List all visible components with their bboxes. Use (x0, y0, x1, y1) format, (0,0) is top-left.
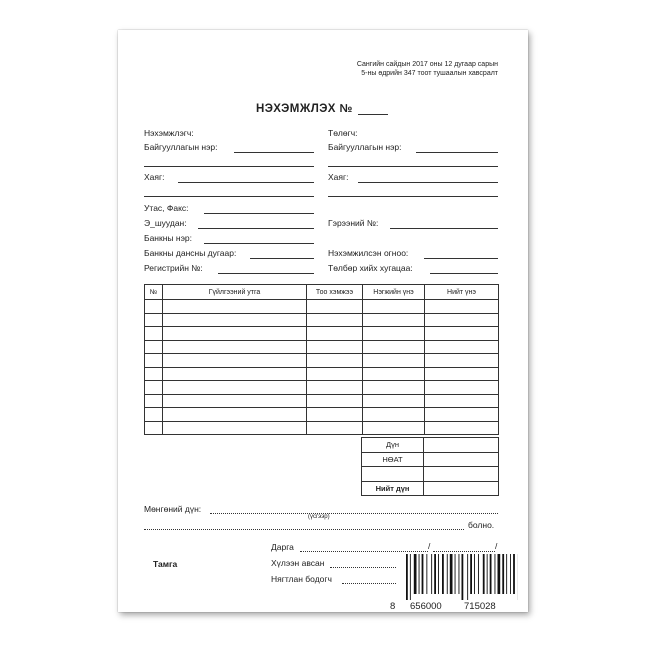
barcode-bar (470, 554, 472, 594)
row-description-cell[interactable] (163, 421, 307, 435)
table-row (145, 313, 499, 327)
email-field[interactable] (198, 228, 314, 229)
bank-name-field[interactable] (204, 243, 314, 244)
table-row (145, 340, 499, 354)
left-org-name-field[interactable] (234, 152, 314, 153)
received-by-label: Хүлээн авсан (271, 558, 325, 568)
row-quantity-cell[interactable] (307, 354, 363, 368)
row-number-cell[interactable] (145, 300, 163, 314)
row-quantity-cell[interactable] (307, 381, 363, 395)
barcode-bar (455, 554, 456, 594)
right-org-name-field-2[interactable] (328, 166, 498, 167)
director-label: Дарга (271, 542, 294, 552)
row-description-cell[interactable] (163, 408, 307, 422)
invoice-title: НЭХЭМЖЛЭХ № (256, 103, 353, 115)
barcode-bar (419, 554, 420, 594)
row-total-cell[interactable] (425, 327, 499, 341)
row-description-cell[interactable] (163, 394, 307, 408)
barcode-bar (431, 554, 432, 594)
barcode-bar (478, 554, 479, 594)
totals-row-sum (362, 438, 499, 453)
email-label: Э_шуудан: (144, 218, 187, 228)
director-slash: / (428, 541, 431, 551)
row-description-cell[interactable] (163, 381, 307, 395)
row-total-cell[interactable] (425, 408, 499, 422)
amount-label: Мөнгөний дүн: (144, 504, 202, 514)
phone-fax-field[interactable] (204, 213, 314, 214)
barcode-bar (426, 554, 427, 594)
row-quantity-cell[interactable] (307, 327, 363, 341)
table-row (145, 367, 499, 381)
table-row (145, 354, 499, 368)
col-quantity-header: Тоо хэмжээ (307, 285, 363, 300)
barcode-bar (495, 554, 496, 594)
table-row (145, 421, 499, 435)
row-total-cell[interactable] (425, 313, 499, 327)
left-address-field-2[interactable] (144, 196, 314, 197)
row-number-cell[interactable] (145, 421, 163, 435)
left-org-name-label: Байгууллагын нэр: (144, 142, 218, 152)
totals-row-blank (362, 467, 499, 482)
row-description-cell[interactable] (163, 354, 307, 368)
barcode-lead-digit: 8 (390, 601, 396, 612)
table-row (145, 394, 499, 408)
totals-row-vat (362, 452, 499, 467)
sum-value-cell[interactable] (424, 438, 499, 453)
row-unit-price-cell[interactable] (363, 381, 425, 395)
row-total-cell[interactable] (425, 367, 499, 381)
vat-label: НӨАТ (362, 452, 424, 467)
barcode-bar (487, 554, 488, 594)
row-quantity-cell[interactable] (307, 313, 363, 327)
row-total-cell[interactable] (425, 381, 499, 395)
payer-label: Төлөгч: (328, 128, 358, 138)
stamp-label: Тамга (153, 559, 178, 569)
payment-due-field[interactable] (430, 273, 498, 274)
row-number-cell[interactable] (145, 354, 163, 368)
barcode-bar (513, 554, 515, 594)
decree-note-line2: 5-ны өдрийн 347 тоот тушаалын хавсралт (361, 70, 498, 77)
right-address-field[interactable] (358, 182, 498, 183)
bank-account-label: Банкны дансны дугаар: (144, 248, 237, 258)
row-unit-price-cell[interactable] (363, 394, 425, 408)
totals-row-grand (362, 481, 499, 496)
invoice-date-field[interactable] (424, 258, 498, 259)
barcode-bar (422, 554, 424, 594)
amount-words-field-2[interactable] (144, 529, 464, 530)
right-address-field-2[interactable] (328, 196, 498, 197)
row-unit-price-cell[interactable] (363, 300, 425, 314)
accountant-label: Нягтлан бодогч (271, 574, 332, 584)
row-unit-price-cell[interactable] (363, 421, 425, 435)
right-org-name-label: Байгууллагын нэр: (328, 142, 402, 152)
row-number-cell[interactable] (145, 327, 163, 341)
left-org-name-field-2[interactable] (144, 166, 314, 167)
row-unit-price-cell[interactable] (363, 313, 425, 327)
col-unit-price-header: Нэгжийн үнэ (363, 285, 425, 300)
table-row (145, 408, 499, 422)
col-total-header: Нийт үнэ (425, 285, 499, 300)
row-unit-price-cell[interactable] (363, 367, 425, 381)
sum-label: Дүн (362, 438, 424, 453)
payment-due-label: Төлбөр хийх хугацаа: (328, 263, 413, 273)
bank-account-field[interactable] (250, 258, 314, 259)
table-row (145, 327, 499, 341)
row-total-cell[interactable] (425, 354, 499, 368)
row-unit-price-cell[interactable] (363, 354, 425, 368)
blank-value-cell[interactable] (424, 467, 499, 482)
row-number-cell[interactable] (145, 367, 163, 381)
barcode-group1: 656000 (410, 601, 442, 612)
invoice-number-line[interactable] (358, 114, 388, 115)
barcode-bar (414, 554, 417, 594)
accountant-field[interactable] (342, 583, 396, 584)
row-number-cell[interactable] (145, 381, 163, 395)
col-number-header: № (145, 285, 163, 300)
received-by-field[interactable] (330, 567, 396, 568)
barcode-bar (474, 554, 475, 594)
table-row (145, 381, 499, 395)
amount-hint: (үсгээр) (308, 514, 330, 520)
barcode-bar (410, 554, 411, 600)
right-address-label: Хаяг: (328, 172, 349, 182)
row-unit-price-cell[interactable] (363, 327, 425, 341)
row-quantity-cell[interactable] (307, 421, 363, 435)
row-description-cell[interactable] (163, 340, 307, 354)
left-address-label: Хаяг: (144, 172, 165, 182)
barcode-bar (434, 554, 436, 594)
row-number-cell[interactable] (145, 408, 163, 422)
grand-total-label: Нийт дүн (362, 481, 424, 496)
barcode-bar (510, 554, 511, 594)
barcode-bar (506, 554, 507, 594)
decree-note (348, 60, 498, 78)
barcode-bar (447, 554, 448, 594)
row-quantity-cell[interactable] (307, 394, 363, 408)
row-total-cell[interactable] (425, 394, 499, 408)
items-table (144, 284, 499, 435)
barcode-bar (459, 554, 460, 594)
barcode-bar (438, 554, 439, 594)
phone-fax-label: Утас, Факс: (144, 203, 189, 213)
left-address-field[interactable] (178, 182, 314, 183)
blank-label-cell (362, 467, 424, 482)
row-total-cell[interactable] (425, 421, 499, 435)
row-description-cell[interactable] (163, 367, 307, 381)
row-description-cell[interactable] (163, 313, 307, 327)
row-quantity-cell[interactable] (307, 408, 363, 422)
barcode-bar (467, 554, 468, 600)
contract-no-label: Гэрээний №: (328, 218, 379, 228)
barcode-bar (442, 554, 444, 594)
director-slash-end: / (495, 541, 498, 551)
registry-label: Регистрийн №: (144, 263, 203, 273)
row-quantity-cell[interactable] (307, 300, 363, 314)
invoice-date-label: Нэхэмжилсэн огноо: (328, 248, 409, 258)
decree-note-line1: Сангийн сайдын 2017 оны 12 дугаар сарын (356, 61, 498, 68)
invoice-paper (118, 30, 528, 612)
barcode-bar (490, 554, 492, 594)
grand-total-value-cell[interactable] (424, 481, 499, 496)
totals-table (361, 437, 499, 496)
row-description-cell[interactable] (163, 327, 307, 341)
vat-value-cell[interactable] (424, 452, 499, 467)
table-row (145, 300, 499, 314)
barcode-bar (462, 554, 464, 600)
barcode-bar (450, 554, 453, 594)
row-description-cell[interactable] (163, 300, 307, 314)
right-org-name-field[interactable] (416, 152, 498, 153)
barcode-bar (502, 554, 504, 594)
row-number-cell[interactable] (145, 340, 163, 354)
registry-field[interactable] (218, 273, 314, 274)
becomes-label: болно. (468, 520, 495, 530)
row-quantity-cell[interactable] (307, 367, 363, 381)
row-number-cell[interactable] (145, 394, 163, 408)
contract-no-field[interactable] (390, 228, 498, 229)
row-number-cell[interactable] (145, 313, 163, 327)
barcode-bar (498, 554, 501, 594)
invoicer-label: Нэхэмжлэгч: (144, 128, 194, 138)
barcode-bar (483, 554, 485, 594)
amount-words-field[interactable] (210, 513, 498, 514)
items-table-header (145, 285, 499, 300)
row-total-cell[interactable] (425, 300, 499, 314)
col-description-header: Гүйлгээний утга (163, 285, 307, 300)
barcode (398, 552, 518, 602)
row-quantity-cell[interactable] (307, 340, 363, 354)
row-total-cell[interactable] (425, 340, 499, 354)
bank-name-label: Банкны нэр: (144, 233, 193, 243)
row-unit-price-cell[interactable] (363, 340, 425, 354)
row-unit-price-cell[interactable] (363, 408, 425, 422)
barcode-bar (406, 554, 408, 600)
barcode-group2: 715028 (464, 601, 496, 612)
